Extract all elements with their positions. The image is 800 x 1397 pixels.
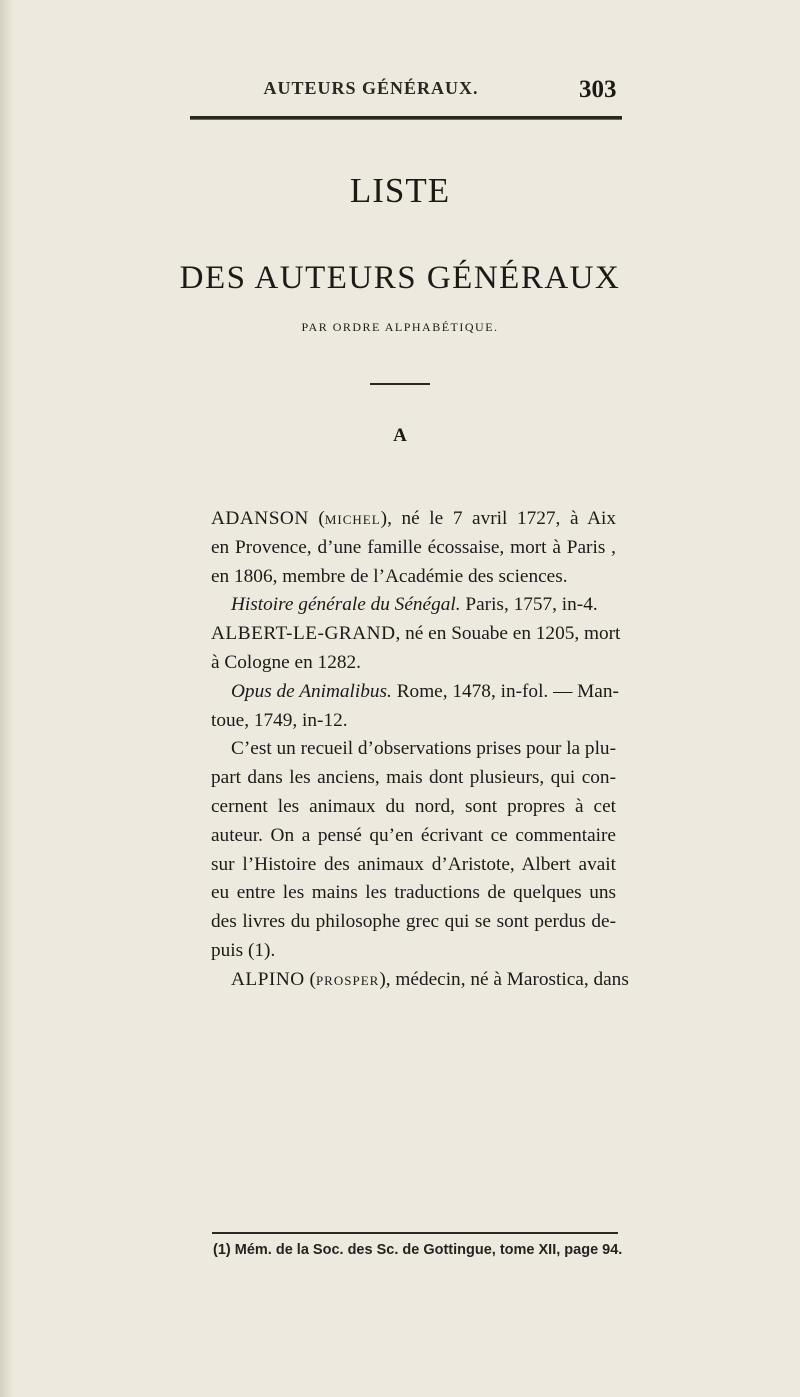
entries-text [211,505,629,995]
entry-albert-para-3: cernent les animaux du nord, sont propres à cet [211,795,616,817]
entry-albert-para-1: C’est un recueil d’observations prises pour la plu- [231,738,616,760]
entry-albert-para-2: part dans les anciens, mais dont plusieurs, qui con- [211,767,616,789]
entry-firstname: MICHEL [324,512,381,527]
running-title: AUTEURS GÉNÉRAUX. [263,78,479,98]
heading-liste: LISTE [349,171,451,210]
work-title: Opus de Animalibus. [231,680,392,702]
section-letter: A [393,425,407,446]
entry-name: ALBERT-LE-GRAND [211,623,396,645]
work-details: Paris, 1757, in-4. [465,594,598,616]
heading-auteurs: DES AUTEURS GÉNÉRAUX [179,260,621,296]
entry-albert-para-8: puis (1). [211,939,276,961]
footnote: (1) Mém. de la Soc. des Sc. de Gottingue, tome XII, page 94. [213,1242,623,1258]
entry-albert-para-4: auteur. On a pensé qu’en écrivant ce commentaire [211,824,616,846]
entry-albert-para-7: des livres du philosophe grec qui se sont perdus de- [211,911,616,933]
entry-firstname: PROSPER [315,972,380,988]
entry-name: ADANSON [211,508,309,529]
entry-albert-line-2: à Cologne en 1282. [211,651,361,673]
work-details: Rome, 1478, in-fol. — Man- [396,680,619,702]
header-rule [190,116,622,120]
entry-albert-line-1 [211,620,621,649]
entry-name: ALPINO [231,968,305,990]
running-head [0,76,800,106]
entry-adanson-line-3: en 1806, membre de l’Académie des sciences. [211,565,568,587]
entry-adanson-work [211,591,616,620]
entry-adanson-line-2: en Provence, d’une famille écossaise, mort à Paris , [211,536,616,558]
entry-albert-work [211,678,619,707]
entry-text: ), né le 7 avril 1727, à Aix [380,508,616,529]
work-title: Histoire générale du Sénégal. [231,594,461,616]
entry-albert-line-4: toue, 1749, in-12. [211,709,348,731]
entry-albert-para-6: eu entre les mains les traductions de quelques uns [211,882,616,904]
entry-alpino-line-1: ALPINO (PROSPER), médecin, né à Marostica, dans [231,968,629,990]
entry-text: ), médecin, né à Marostica, dans [379,968,629,990]
entry-text: , né en Souabe en 1205, mort [395,623,621,645]
page-number: 303 [579,76,617,103]
section-rule [370,383,430,385]
entry-adanson-line-1: ADANSON (MICHEL), né le 7 avril 1727, à Aix [211,508,616,529]
footnote-rule [212,1232,618,1234]
heading-ordre: PAR ORDRE ALPHABÉTIQUE. [301,320,499,334]
entry-albert-para-5: sur l’Histoire des animaux d’Aristote, Albert avait [211,853,616,875]
